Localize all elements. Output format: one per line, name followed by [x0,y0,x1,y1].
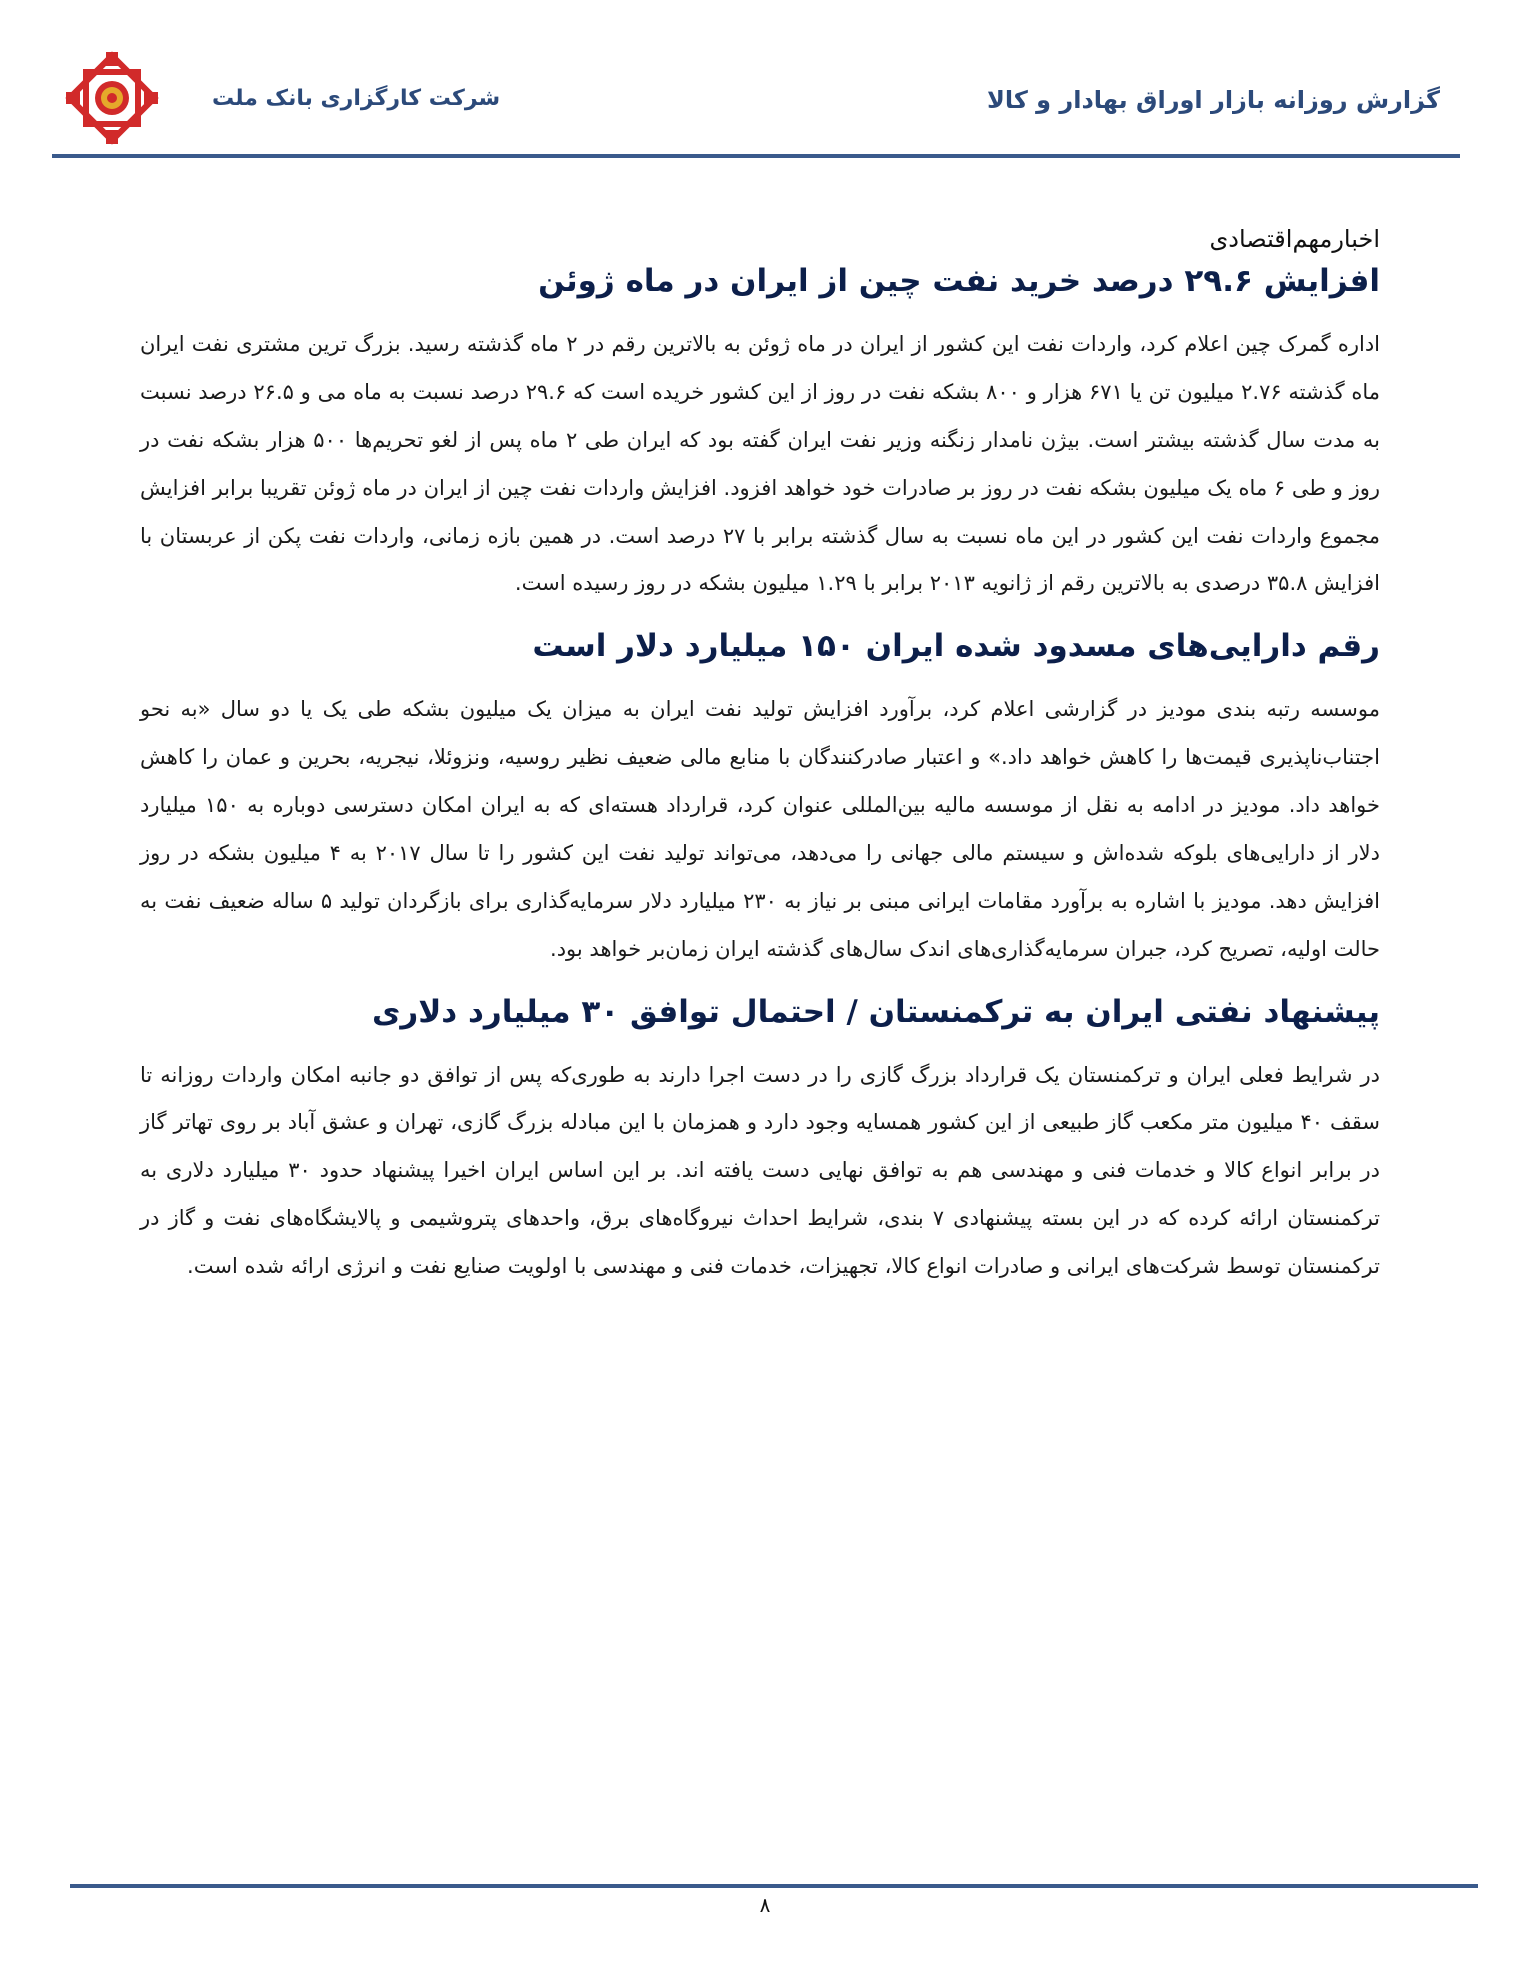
article-body: در شرایط فعلی ایران و ترکمنستان یک قرارداد بزرگ گازی را در دست اجرا دارند به طوری‌که پس از توافق دو جانبه امکان واردات روزانه تا سقف ۴۰ میلیون متر مکعب گاز طبیعی از این کشور همسایه وجود دارد و همزمان با این مبادله بزرگ گازی، تهران و عشق آباد بر روی تهاتر گاز در برابر انواع کالا و خدمات فنی و مهندسی هم به توافق نهایی دست یافته اند. بر این اساس ایران اخیرا پیشنهاد حدود ۳۰ میلیارد دلاری به ترکمنستان ارائه کرده که در این بسته پیشنهادی ۷ بندی، شرایط احداث نیروگاه‌های برق، واحدهای پتروشیمی و پالایشگاه‌های نفت و گاز در ترکمنستان توسط شرکت‌های ایرانی و صادرات انواع کالا، تجهیزات، خدمات فنی و مهندسی با اولویت صنایع نفت و انرژی ارائه شده است. [140,1062,1381,1278]
company-name: شرکت کارگزاری بانک ملت [212,86,501,111]
news-article [140,994,1380,1291]
main-content [140,225,1380,1311]
bank-mellat-logo-icon [62,48,162,148]
news-article [140,628,1380,973]
article-headline: افزایش ۲۹.۶ درصد خرید نفت چین از ایران در ماه ژوئن [538,263,1380,299]
article-headline: پیشنهاد نفتی ایران به ترکمنستان / احتمال توافق ۳۰ میلیارد دلاری [371,993,1380,1030]
news-article [140,263,1380,608]
footer-divider [70,1884,1478,1888]
article-body: موسسه رتبه بندی مودیز در گزارشی اعلام کرد، برآورد افزایش تولید نفت ایران به میزان یک میلیون بشکه طی یک یا دو سال «به نحو اجتناب‌ناپذیری قیمت‌ها را کاهش خواهد داد.» و اعتبار صادرکنندگان با منابع مالی ضعیف نظیر روسیه، ونزوئلا، نیجریه، بحرین و عمان را کاهش خواهد داد. مودیز در ادامه به نقل از موسسه مالیه بین‌المللی عنوان کرد، قرارداد هسته‌ای که به ایران امکان دسترسی دوباره به ۱۵۰ میلیارد دلار از دارایی‌های بلوکه شده‌اش و سیستم مالی جهانی را می‌دهد، می‌تواند تولید نفت این کشور را تا سال ۲۰۱۷ به ۴ میلیون بشکه در روز افزایش دهد. مودیز با اشاره به برآورد مقامات ایرانی مبنی بر نیاز به ۲۳۰ میلیارد دلار سرمایه‌گذاری برای بازگردان تولید ۵ ساله ضعیف نفت به حالت اولیه، تصریح کرد، جبران سرمایه‌گذاری‌های اندک سال‌های گذشته ایران زمان‌بر خواهد بود. [140,697,1381,961]
page-header [52,40,1460,152]
header-divider [52,154,1460,158]
article-headline: رقم دارایی‌های مسدود شده ایران ۱۵۰ میلیارد دلار است [532,628,1380,665]
article-body: اداره گمرک چین اعلام کرد، واردات نفت این کشور از ایران در ماه ژوئن به بالاترین رقم در ۲ ماه گذشته رسید. بزرگ ترین مشتری نفت ایران ماه گذشته ۲.۷۶ میلیون تن یا ۶۷۱ هزار و ۸۰۰ بشکه نفت در روز از این کشور خریده است که ۲۹.۶ درصد نسبت به ماه می و ۲۶.۵ درصد نسبت به مدت سال گذشته بیشتر است. بیژن نامدار زنگنه وزیر نفت ایران گفته بود که ایران طی ۲ ماه پس از لغو تحریم‌ها ۵۰۰ هزار بشکه نفت در روز و طی ۶ ماه یک میلیون بشکه نفت در روز بر صادرات خود خواهد افزود. افزایش واردات نفت چین از ایران در ماه ژوئن تقریبا برابر افزایش مجموع واردات نفت این کشور در این ماه نسبت به سال گذشته برابر با ۲۷ درصد است. در همین بازه زمانی، واردات نفت پکن از عربستان با افزایش ۳۵.۸ درصدی به بالاترین رقم از ژانویه ۲۰۱۳ برابر با ۱.۲۹ میلیون بشکه در روز رسیده است. [140,332,1381,596]
page-number: ۸ [759,1893,771,1917]
report-title: گزارش روزانه بازار اوراق بهادار و کالا [986,86,1440,114]
section-label: اخبارمهم‌اقتصادی [1209,225,1380,253]
